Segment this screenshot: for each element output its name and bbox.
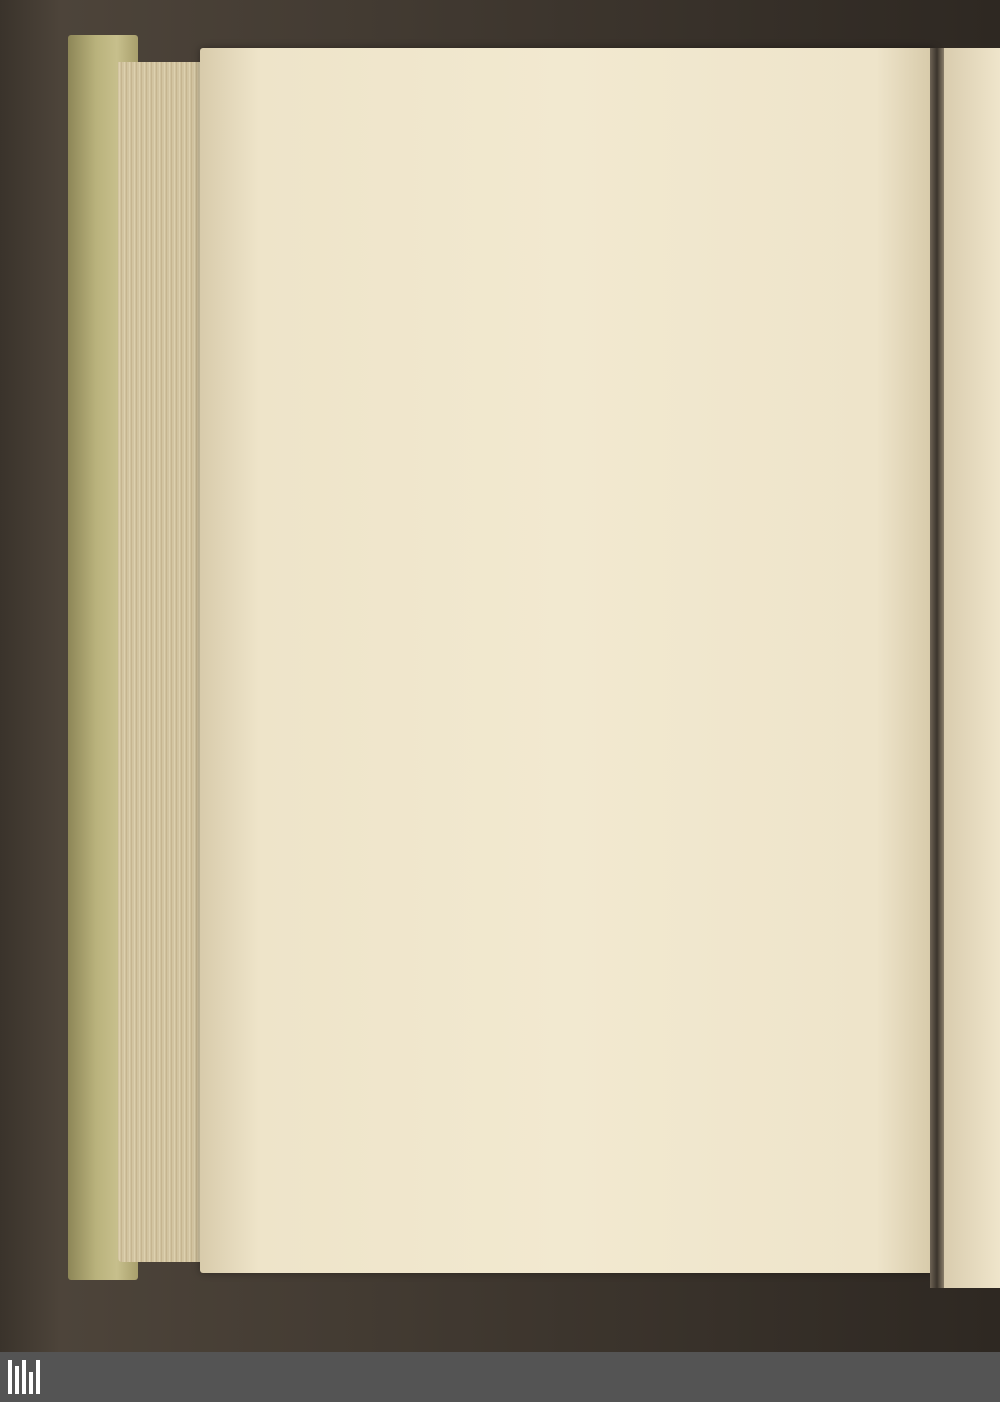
- library-logo-icon: [8, 1360, 48, 1394]
- book-page: [200, 48, 935, 1273]
- next-page-strip: [944, 48, 1000, 1288]
- library-footer: [0, 1352, 1000, 1402]
- book-gutter: [930, 48, 944, 1288]
